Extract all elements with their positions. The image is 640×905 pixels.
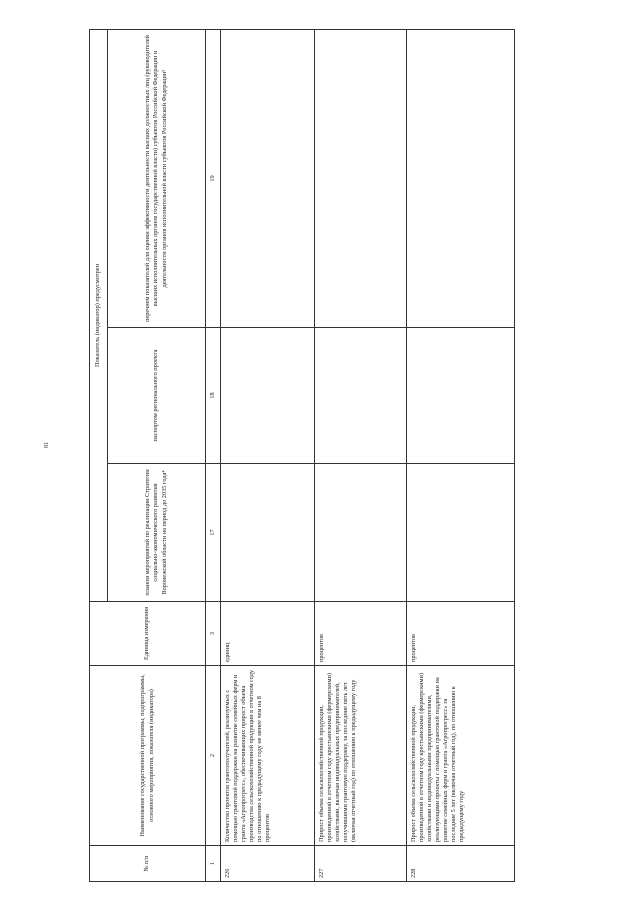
header-plan: планом мероприятий по реализации Стратегии социально-экономического развития Воронежской области на период до 2035 года⁴ bbox=[108, 464, 206, 602]
header-unit: Единица измерения bbox=[90, 602, 206, 666]
header-group: Показатель (индикатор) предусмотрен bbox=[90, 30, 108, 602]
list-cell bbox=[315, 30, 407, 328]
indicator-unit: процентов bbox=[407, 602, 515, 666]
header-list: перечнем показателей для оценки эффективности деятельности высших должностных лиц (руководителей высших исполнительных органов государственной власти) субъектов Российской Федерации и деятельности органов исполнительной власти субъектов Российской Федерации⁵ bbox=[108, 30, 206, 328]
indicator-unit: единиц bbox=[221, 602, 315, 666]
header-name: Наименование государственной программы, подпрограммы, основного мероприятия, показателя (индикатора) bbox=[90, 666, 206, 846]
column-number: 2 bbox=[206, 666, 221, 846]
list-cell bbox=[221, 30, 315, 328]
row-number: 228 bbox=[407, 846, 515, 882]
indicator-name: Количество проектов грантополучателей, реализуемых с помощью грантовой поддержки на развитие семейных ферм и гранта «Агропрогресс», обеспечивающих прирост объема производства сельскохозяйственной продукции в отчетном году по отношению к предыдущему году не менее чем на 8 процентов bbox=[221, 666, 315, 846]
indicators-table bbox=[89, 29, 515, 882]
passport-cell bbox=[315, 328, 407, 464]
table-row bbox=[221, 30, 315, 882]
plan-cell bbox=[315, 464, 407, 602]
header-no: № п/п bbox=[90, 846, 206, 882]
plan-cell bbox=[407, 464, 515, 602]
table-row bbox=[407, 30, 515, 882]
indicator-name: Прирост объема сельскохозяйственной продукции, произведенной в отчетном году крестьянскими (фермерскими) хозяйствами и индивидуальными предпринимателями, реализующими проекты с помощью грантовой поддержки на развитие семейных ферм и гранта «Агропрогресс» за последние 5 лет (включая отчетный год), по отношению к предыдущему году bbox=[407, 666, 515, 846]
row-number: 227 bbox=[315, 846, 407, 882]
passport-cell bbox=[221, 328, 315, 464]
column-number: 1 bbox=[206, 846, 221, 882]
row-number: 226 bbox=[221, 846, 315, 882]
column-number: 17 bbox=[206, 464, 221, 602]
column-number: 3 bbox=[206, 602, 221, 666]
list-cell bbox=[407, 30, 515, 328]
rotated-page-content bbox=[89, 30, 513, 882]
page-number: 81 bbox=[44, 442, 50, 448]
header-row-top bbox=[90, 30, 108, 882]
plan-cell bbox=[221, 464, 315, 602]
indicator-unit: процентов bbox=[315, 602, 407, 666]
column-number: 18 bbox=[206, 328, 221, 464]
table-row bbox=[315, 30, 407, 882]
column-number: 19 bbox=[206, 30, 221, 328]
passport-cell bbox=[407, 328, 515, 464]
header-passport: паспортом регионального проекта bbox=[108, 328, 206, 464]
column-number-row bbox=[206, 30, 221, 882]
indicator-name: Прирост объема сельскохозяйственной продукции, произведенной в отчетном году крестьянскими (фермерскими) хозяйствами, включая индивидуальных предпринимателей, получившими грантовую поддержку, за последние пять лет (включая отчетный год) по отношению к предыдущему году bbox=[315, 666, 407, 846]
